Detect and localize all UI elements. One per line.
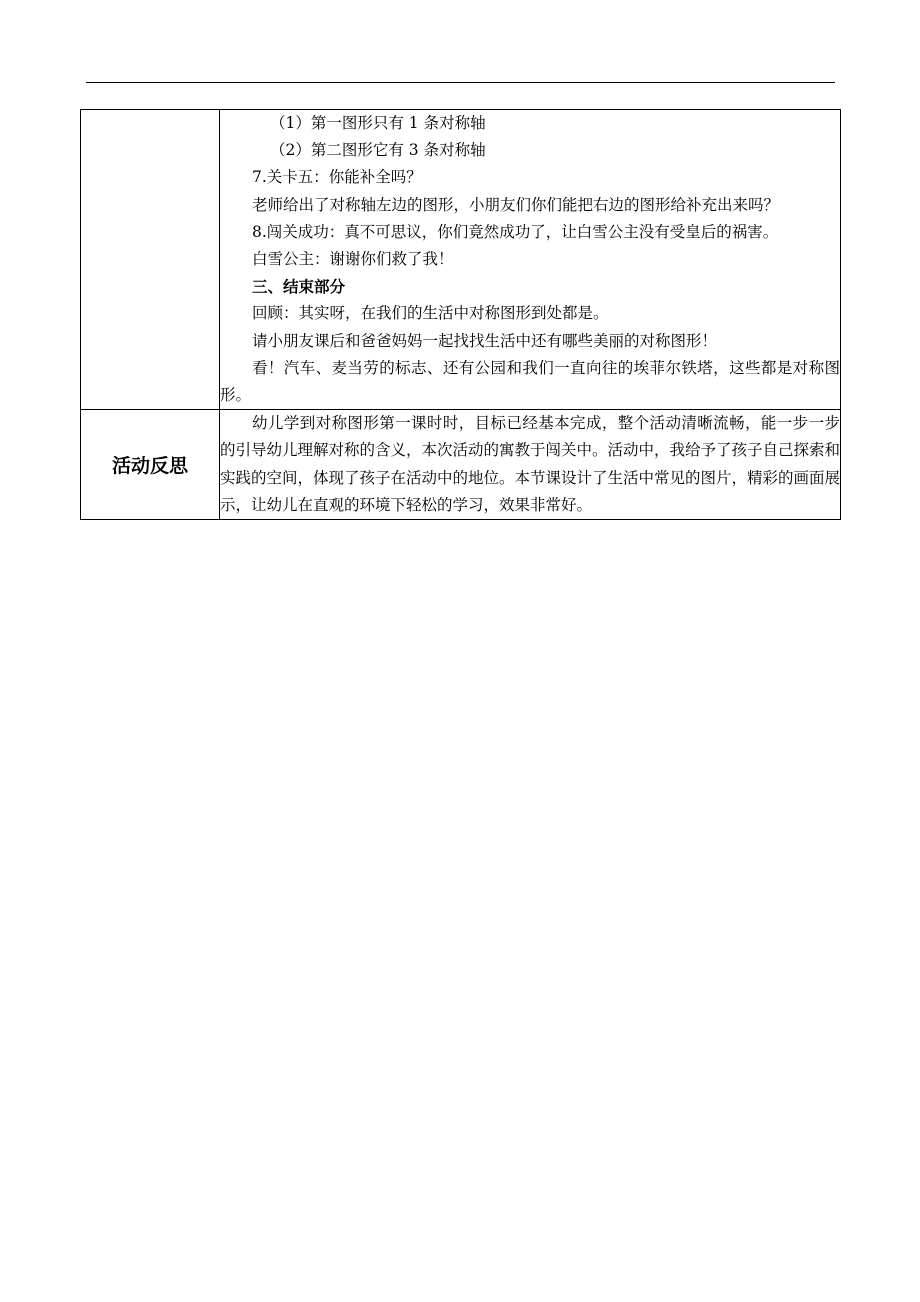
homework-line: 请小朋友课后和爸爸妈妈一起找找生活中还有哪些美丽的对称图形！ <box>252 331 718 350</box>
lesson-plan-table <box>80 109 841 520</box>
level-five-text: 老师给出了对称轴左边的图形，小朋友们你们能把右边的图形给补充出来吗？ <box>252 195 780 214</box>
empty-label-cell <box>81 110 220 410</box>
section-three-heading: 三、结束部分 <box>252 277 346 297</box>
table-row <box>81 110 841 410</box>
review-line: 回顾：其实呀，在我们的生活中对称图形到处都是。 <box>252 304 609 323</box>
snow-white-line: 白雪公主：谢谢你们救了我！ <box>252 250 454 269</box>
level-five-heading: 7.关卡五：你能补全吗？ <box>252 168 422 187</box>
header-rule <box>86 82 835 83</box>
axis-note-2: （2）第二图形它有 3 条对称轴 <box>270 141 486 160</box>
reflection-label: 活动反思 <box>81 410 220 520</box>
table-row <box>81 410 841 520</box>
success-text: 8.闯关成功：真不可思议，你们竟然成功了，让白雪公主没有受皇后的祸害。 <box>252 222 779 241</box>
examples-line: 看！汽车、麦当劳的标志、还有公园和我们一直向往的埃菲尔铁塔，这些都是对称图形。 <box>220 358 840 405</box>
axis-note-1: （1）第一图形只有 1 条对称轴 <box>270 114 486 132</box>
reflection-cell <box>220 410 841 520</box>
reflection-text: 幼儿学到对称图形第一课时时，目标已经基本完成，整个活动清晰流畅，能一步一步的引导幼儿理解对称的含义，本次活动的寓教于闯关中。活动中，我给予了孩子自己探索和实践的空间，体现了孩子在活动中的地位。本节课设计了生活中常见的图片，精彩的画面展示，让幼儿在直观的环境下轻松的学习，效果非常好。 <box>220 414 841 514</box>
content-cell <box>220 110 841 410</box>
